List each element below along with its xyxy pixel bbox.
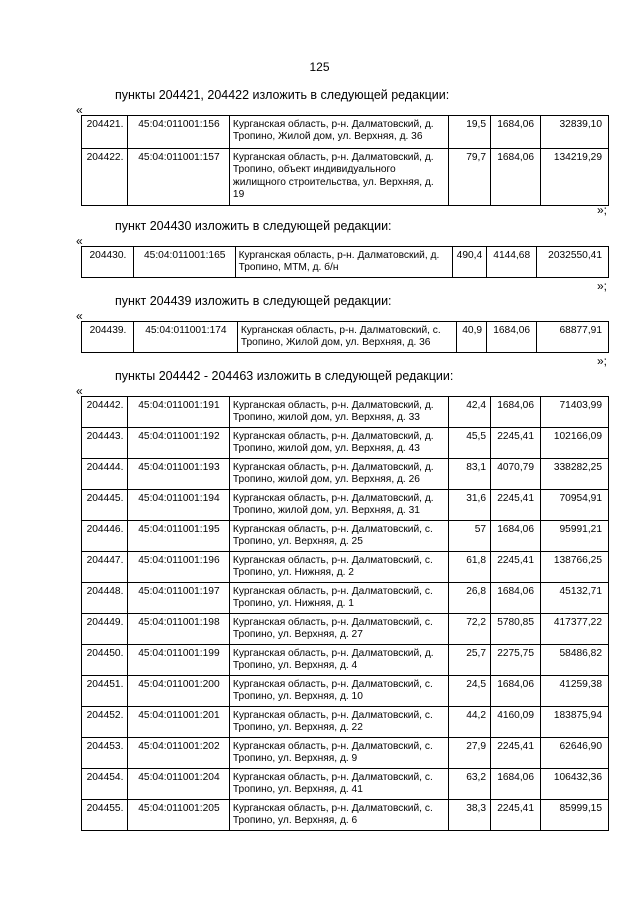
- area: 19,5: [449, 116, 491, 149]
- cadastral-table: [81, 396, 609, 831]
- cost: 32839,10: [541, 116, 609, 149]
- table-row: [82, 583, 609, 614]
- cadastral-table: [81, 246, 609, 278]
- cost: 417377,22: [541, 614, 609, 645]
- table-row: [82, 676, 609, 707]
- area: 63,2: [449, 769, 491, 800]
- opening-quote: «: [76, 309, 83, 323]
- area: 42,4: [449, 397, 491, 428]
- cost: 45132,71: [541, 583, 609, 614]
- row-number: 204447.: [82, 552, 128, 583]
- address: Курганская область, р-н. Далматовский, с. Тропино, ул. Верхняя, д. 22: [229, 707, 448, 738]
- opening-quote: «: [76, 103, 83, 117]
- row-number: 204451.: [82, 676, 128, 707]
- table-row: [82, 149, 609, 206]
- cost: 62646,90: [541, 738, 609, 769]
- cadastral-number: 45:04:011001:197: [127, 583, 229, 614]
- table-row: [82, 490, 609, 521]
- area: 26,8: [449, 583, 491, 614]
- closing-quote: »;: [596, 354, 607, 368]
- cadastral-number: 45:04:011001:204: [127, 769, 229, 800]
- table-row: [82, 459, 609, 490]
- row-number: 204430.: [82, 247, 134, 278]
- row-number: 204445.: [82, 490, 128, 521]
- cadastral-number: 45:04:011001:199: [127, 645, 229, 676]
- section-heading: пункт 204430 изложить в следующей редакции:: [115, 219, 392, 233]
- cost: 102166,09: [541, 428, 609, 459]
- table-row: [82, 322, 609, 353]
- address: Курганская область, р-н. Далматовский, д. Тропино, жилой дом, ул. Верхняя, д. 33: [229, 397, 448, 428]
- rate: 2245,41: [491, 552, 541, 583]
- address: Курганская область, р-н. Далматовский, д. Тропино, жилой дом, ул. Верхняя, д. 43: [229, 428, 448, 459]
- address: Курганская область, р-н. Далматовский, д. Тропино, ул. Верхняя, д. 4: [229, 645, 448, 676]
- row-number: 204452.: [82, 707, 128, 738]
- row-number: 204442.: [82, 397, 128, 428]
- address: Курганская область, р-н. Далматовский, с. Тропино, ул. Верхняя, д. 41: [229, 769, 448, 800]
- area: 31,6: [449, 490, 491, 521]
- row-number: 204446.: [82, 521, 128, 552]
- area: 25,7: [449, 645, 491, 676]
- cadastral-number: 45:04:011001:200: [127, 676, 229, 707]
- address: Курганская область, р-н. Далматовский, с. Тропино, ул. Верхняя, д. 27: [229, 614, 448, 645]
- closing-quote: »;: [596, 279, 607, 293]
- cadastral-number: 45:04:011001:193: [127, 459, 229, 490]
- area: 490,4: [452, 247, 487, 278]
- cost: 338282,25: [541, 459, 609, 490]
- table-row: [82, 116, 609, 149]
- cost: 71403,99: [541, 397, 609, 428]
- cadastral-number: 45:04:011001:202: [127, 738, 229, 769]
- area: 24,5: [449, 676, 491, 707]
- rate: 4070,79: [491, 459, 541, 490]
- rate: 1684,06: [491, 769, 541, 800]
- area: 72,2: [449, 614, 491, 645]
- address: Курганская область, р-н. Далматовский, с. Тропино, ул. Верхняя, д. 25: [229, 521, 448, 552]
- cadastral-number: 45:04:011001:174: [133, 322, 237, 353]
- address: Курганская область, р-н. Далматовский, с. Тропино, ул. Верхняя, д. 9: [229, 738, 448, 769]
- area: 27,9: [449, 738, 491, 769]
- table-row: [82, 397, 609, 428]
- table-row: [82, 521, 609, 552]
- table-row: [82, 800, 609, 831]
- area: 57: [449, 521, 491, 552]
- cadastral-number: 45:04:011001:157: [127, 149, 229, 206]
- row-number: 204421.: [82, 116, 128, 149]
- rate: 4160,09: [491, 707, 541, 738]
- rate: 2245,41: [491, 800, 541, 831]
- area: 40,9: [457, 322, 487, 353]
- cost: 106432,36: [541, 769, 609, 800]
- cadastral-table: [81, 321, 609, 353]
- cadastral-number: 45:04:011001:191: [127, 397, 229, 428]
- rate: 1684,06: [491, 116, 541, 149]
- cost: 68877,91: [537, 322, 609, 353]
- row-number: 204450.: [82, 645, 128, 676]
- address: Курганская область, р-н. Далматовский, д. Тропино, объект индивидуального жилищного строительства, ул. Верхняя, д. 19: [229, 149, 448, 206]
- cost: 95991,21: [541, 521, 609, 552]
- row-number: 204454.: [82, 769, 128, 800]
- cost: 134219,29: [541, 149, 609, 206]
- rate: 1684,06: [491, 521, 541, 552]
- closing-quote: »;: [596, 203, 607, 217]
- cost: 41259,38: [541, 676, 609, 707]
- row-number: 204439.: [82, 322, 134, 353]
- address: Курганская область, р-н. Далматовский, с. Тропино, ул. Верхняя, д. 10: [229, 676, 448, 707]
- row-number: 204449.: [82, 614, 128, 645]
- address: Курганская область, р-н. Далматовский, с. Тропино, ул. Верхняя, д. 6: [229, 800, 448, 831]
- opening-quote: «: [76, 234, 83, 248]
- table-row: [82, 428, 609, 459]
- area: 38,3: [449, 800, 491, 831]
- table-row: [82, 645, 609, 676]
- table-row: [82, 247, 609, 278]
- row-number: 204443.: [82, 428, 128, 459]
- address: Курганская область, р-н. Далматовский, с. Тропино, ул. Нижняя, д. 1: [229, 583, 448, 614]
- row-number: 204444.: [82, 459, 128, 490]
- address: Курганская область, р-н. Далматовский, д. Тропино, жилой дом, ул. Верхняя, д. 26: [229, 459, 448, 490]
- cadastral-number: 45:04:011001:195: [127, 521, 229, 552]
- section-heading: пункт 204439 изложить в следующей редакции:: [115, 294, 392, 308]
- table-row: [82, 738, 609, 769]
- cadastral-number: 45:04:011001:192: [127, 428, 229, 459]
- address: Курганская область, р-н. Далматовский, д. Тропино, МТМ, д. б/н: [235, 247, 452, 278]
- row-number: 204422.: [82, 149, 128, 206]
- area: 61,8: [449, 552, 491, 583]
- rate: 2245,41: [491, 428, 541, 459]
- row-number: 204448.: [82, 583, 128, 614]
- area: 79,7: [449, 149, 491, 206]
- cost: 2032550,41: [537, 247, 609, 278]
- rate: 1684,06: [491, 397, 541, 428]
- opening-quote: «: [76, 384, 83, 398]
- cost: 58486,82: [541, 645, 609, 676]
- cadastral-number: 45:04:011001:198: [127, 614, 229, 645]
- table-row: [82, 707, 609, 738]
- cadastral-table: [81, 115, 609, 206]
- cadastral-number: 45:04:011001:196: [127, 552, 229, 583]
- area: 45,5: [449, 428, 491, 459]
- rate: 2245,41: [491, 738, 541, 769]
- cost: 138766,25: [541, 552, 609, 583]
- section-heading: пункты 204421, 204422 изложить в следующей редакции:: [115, 88, 450, 102]
- rate: 1684,06: [487, 322, 537, 353]
- cadastral-number: 45:04:011001:194: [127, 490, 229, 521]
- cost: 183875,94: [541, 707, 609, 738]
- cost: 70954,91: [541, 490, 609, 521]
- row-number: 204453.: [82, 738, 128, 769]
- section-heading: пункты 204442 - 204463 изложить в следующей редакции:: [115, 369, 454, 383]
- cost: 85999,15: [541, 800, 609, 831]
- rate: 4144,68: [487, 247, 537, 278]
- rate: 1684,06: [491, 676, 541, 707]
- address: Курганская область, р-н. Далматовский, д. Тропино, Жилой дом, ул. Верхняя, д. 36: [229, 116, 448, 149]
- cadastral-number: 45:04:011001:156: [127, 116, 229, 149]
- cadastral-number: 45:04:011001:201: [127, 707, 229, 738]
- rate: 1684,06: [491, 583, 541, 614]
- row-number: 204455.: [82, 800, 128, 831]
- rate: 1684,06: [491, 149, 541, 206]
- rate: 2275,75: [491, 645, 541, 676]
- address: Курганская область, р-н. Далматовский, с. Тропино, ул. Нижняя, д. 2: [229, 552, 448, 583]
- cadastral-number: 45:04:011001:165: [133, 247, 235, 278]
- table-row: [82, 614, 609, 645]
- address: Курганская область, р-н. Далматовский, д. Тропино, жилой дом, ул. Верхняя, д. 31: [229, 490, 448, 521]
- address: Курганская область, р-н. Далматовский, с. Тропино, Жилой дом, ул. Верхняя, д. 36: [237, 322, 456, 353]
- table-row: [82, 769, 609, 800]
- page-number: 125: [309, 60, 330, 74]
- area: 44,2: [449, 707, 491, 738]
- rate: 5780,85: [491, 614, 541, 645]
- rate: 2245,41: [491, 490, 541, 521]
- area: 83,1: [449, 459, 491, 490]
- cadastral-number: 45:04:011001:205: [127, 800, 229, 831]
- table-row: [82, 552, 609, 583]
